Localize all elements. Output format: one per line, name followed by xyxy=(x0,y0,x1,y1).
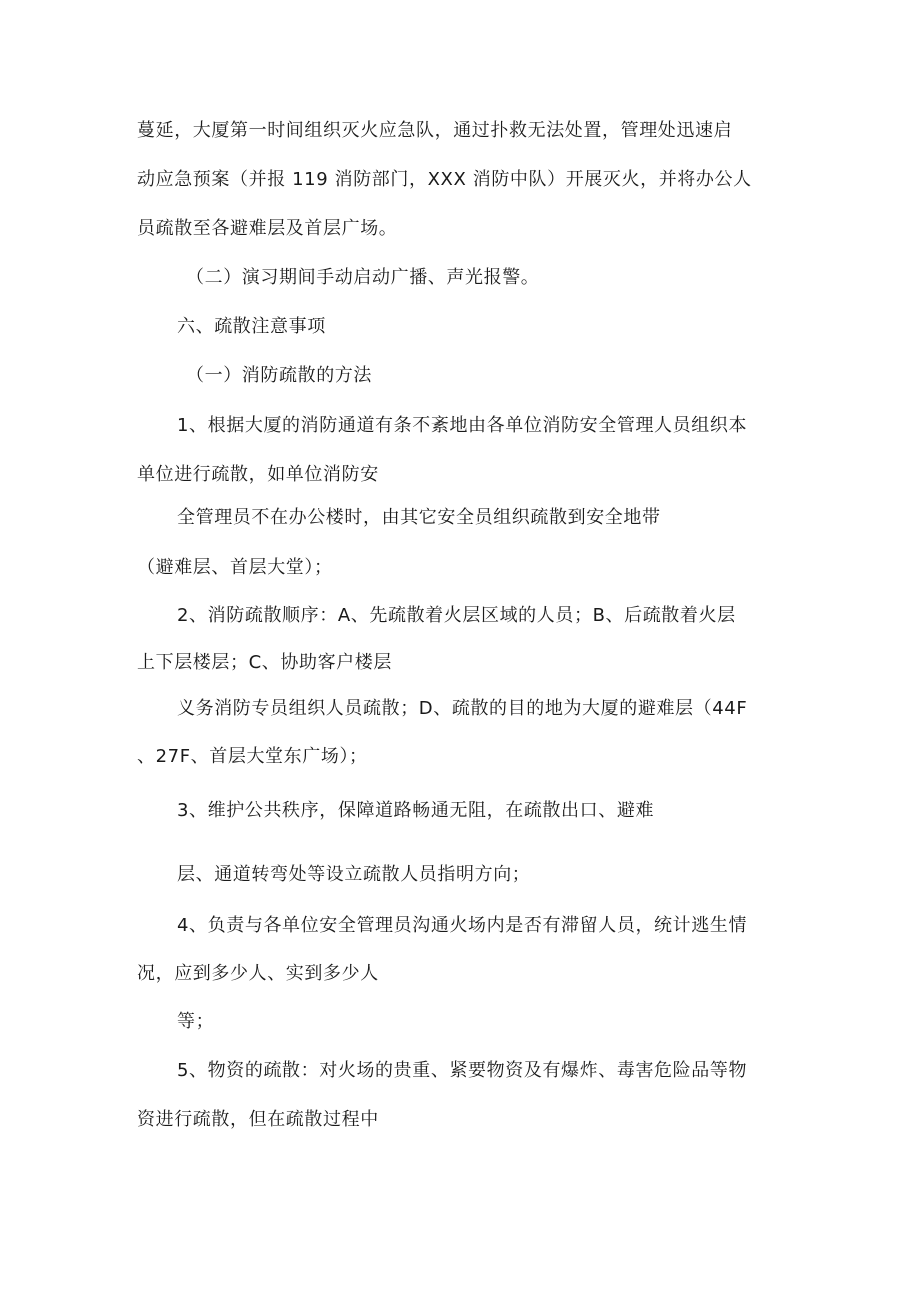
text-line-16: 层、通道转弯处等设立疏散人员指明方向； xyxy=(177,864,531,885)
text-line-2: 动应急预案（并报 119 消防部门，XXX 消防中队）开展灭火，并将办公人 xyxy=(137,169,752,190)
text-line-9: 全管理员不在办公楼时，由其它安全员组织疏散到安全地带 xyxy=(177,507,661,528)
text-line-18: 况，应到多少人、实到多少人 xyxy=(137,963,379,984)
text-line-4: （二）演习期间手动启动广播、声光报警。 xyxy=(186,267,540,288)
text-line-11: 2、消防疏散顺序：A、先疏散着火层区域的人员；B、后疏散着火层 xyxy=(177,605,736,626)
text-line-1: 蔓延，大厦第一时间组织灭火应急队，通过扑救无法处置，管理处迅速启 xyxy=(137,120,733,141)
text-line-10: （避难层、首层大堂）； xyxy=(137,557,333,578)
text-line-3: 员疏散至各避难层及首层广场。 xyxy=(137,218,398,239)
text-line-8: 单位进行疏散，如单位消防安 xyxy=(137,464,379,485)
subsection-heading: （一）消防疏散的方法 xyxy=(186,365,372,386)
text-line-21: 资进行疏散，但在疏散过程中 xyxy=(137,1109,379,1130)
text-line-20: 5、物资的疏散：对火场的贵重、紧要物资及有爆炸、毒害危险品等物 xyxy=(177,1060,748,1081)
text-line-15: 3、维护公共秩序，保障道路畅通无阻，在疏散出口、避难 xyxy=(177,800,655,821)
section-heading: 六、疏散注意事项 xyxy=(177,316,326,337)
text-line-19: 等； xyxy=(177,1011,215,1032)
text-line-13: 义务消防专员组织人员疏散；D、疏散的目的地为大厦的避难层（44F xyxy=(177,698,748,719)
text-line-7: 1、根据大厦的消防通道有条不紊地由各单位消防安全管理人员组织本 xyxy=(177,415,748,436)
text-line-17: 4、负责与各单位安全管理员沟通火场内是否有滞留人员，统计逃生情 xyxy=(177,915,748,936)
text-line-14: 、27F、首层大堂东广场）； xyxy=(137,746,368,767)
text-line-12: 上下层楼层；C、协助客户楼层 xyxy=(137,652,392,673)
